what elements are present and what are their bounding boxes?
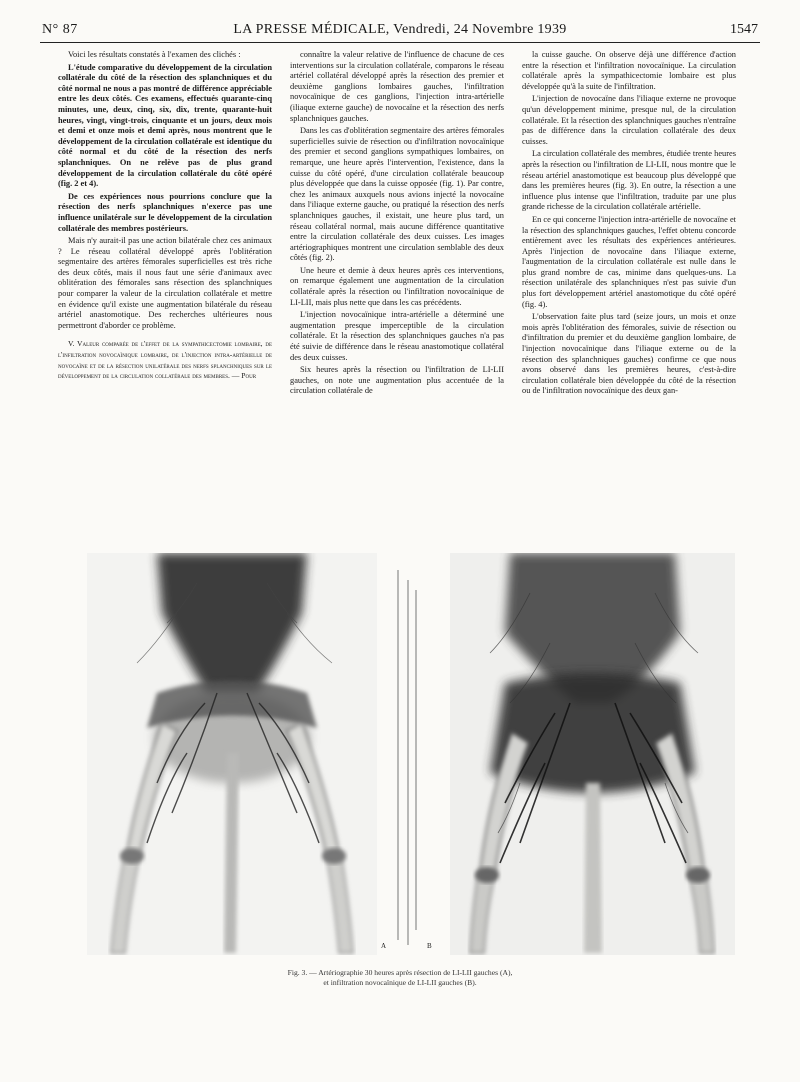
radiograph-a-image (87, 553, 377, 955)
paragraph: Mais n'y aurait-il pas une action bilatérale chez ces animaux ? Le réseau collatéral développé après l'oblitération segmentaire des artères fémorales superficielles est très riche des deux côtés, mais il nous faut une série d'animaux avec oblitération des fémorales sans résection des splanchniques pour comparer la valeur de la circulation collatérale et mettre en évidence qu'il existe une augmentation bilatérale du réseau artériel anastomotique. Des recherches ultérieures nous permettront d'aborder ce problème. (58, 236, 272, 330)
paragraph: connaître la valeur relative de l'influence de chacune de ces interventions sur la circulation collatérale, comparons le réseau artériel collatéral développé après la résection des premier et deuxième ganglions lombaires gauches, l'infiltration novocaïnique de ces ganglions, l'injection intra-artérielle (iliaque externe gauche) de novocaïne et la résection des nerfs splanchniques gauches. (290, 50, 504, 123)
figure-label-a: A (381, 942, 387, 950)
text-column-2 (290, 50, 504, 550)
page-number: 1547 (730, 22, 758, 37)
journal-title: LA PRESSE MÉDICALE, Vendredi, 24 Novembre 1939 (233, 22, 567, 37)
figure-separator (390, 570, 430, 945)
paragraph: la cuisse gauche. On observe déjà une différence d'action entre la résection et l'infiltration novocaïnique. La circulation collatérale après la sympathicectomie lombaire est plus développée qu'à la suite de l'infiltration. (522, 50, 736, 91)
paragraph: Voici les résultats constatés à l'examen des clichés : (68, 50, 241, 59)
paragraph: Six heures après la résection ou l'infiltration de LI-LII gauches, on note une augmentation plus accentuée de la circulation collatérale de (290, 365, 504, 396)
text-column-1 (58, 50, 272, 550)
caption-line: Fig. 3. — Artériographie 30 heures après résection de LI-LII gauches (A), (287, 968, 513, 977)
page-header (40, 20, 760, 43)
radiograph-b-image (450, 553, 735, 955)
figure-caption (200, 968, 600, 988)
paragraph: L'injection de novocaïne dans l'iliaque externe ne provoque qu'un développement minime, presque nul, de la circulation collatérale. Et la résection des splanchniques gauches n'entraîne pas de différence dans la circulation collatérale des deux cuisses. (522, 94, 736, 146)
paragraph: Une heure et demie à deux heures après ces interventions, on remarque également une augmentation de la circulation collatérale après la résection ou l'infiltration novocaïnique de LI-LII, mais plus nette que dans les cas précédents. (290, 265, 504, 307)
paragraph: De ces expériences nous pourrions conclure que la résection des nerfs splanchniques n'exerce pas une influence unilatérale sur le développement de la circulation collatérale des membres postérieurs. (58, 191, 272, 233)
paragraph: L'injection novocaïnique intra-artérielle a déterminé une augmentation presque imperceptible de la circulation collatérale. Et la résection des splanchniques gauches n'a pas été suivie de différence dans le réseau anastomotique collatéral des deux cuisses. (290, 310, 504, 362)
paragraph: La circulation collatérale des membres, étudiée trente heures après la résection ou l'infiltration de LI-LII, nous montre que le réseau artériel anastomotique est beaucoup plus développé que dans les premières heures (fig. 3). En outre, la résection a une influence plus intense que l'infiltration, traduite par une plus grande richesse de la circulation collatérale artérielle. (522, 149, 736, 212)
issue-number: N° 87 (42, 22, 78, 37)
paragraph: Dans les cas d'oblitération segmentaire des artères fémorales superficielles suivie de résection ou d'infiltration novocaïnique des premier et second ganglions sympathiques lombaires, on remarque, une heure après l'intervention, l'existence, dans la cuisse du côté opéré, d'une circulation collatérale beaucoup plus développée que dans la cuisse opposée (fig. 1). Par contre, chez les animaux auxquels nous avions injecté la novocaïne dans l'iliaque externe gauche, ou pratiqué la résection des nerfs splanchniques gauches, il existait, une heure plus tard, un réseau collatéral normal, mais aucune différence quantitative entre la circulation collatérale des deux cuisses. Les images artériographiques montrent une circulation semblable des deux côtés (fig. 2). (290, 126, 504, 263)
section-heading: V. Valeur comparée de l'effet de la sympathicectomie lombaire, de l'infiltration novocaïnique lombaire, de l'injection intra-artérielle de novocaïne et de la résection unilatérale des nerfs splanchniques sur le développement de la circulation collatérale des membres. — Pour (58, 339, 272, 381)
radiograph-b (450, 553, 735, 955)
paragraph: En ce qui concerne l'injection intra-artérielle de novocaïne et la résection des splanchniques gauches, l'effet obtenu concorde entièrement avec les résultats des expériences antérieures. Après l'injection de novocaïne dans l'iliaque externe, l'augmentation de la circulation collatérale est nulle dans le plus grand nombre de cas, minime dans quelques-uns. La résection unilatérale des splanchniques n'est pas suivie d'un plus fort développement artériel anastomotique du côté opéré (fig. 4). (522, 214, 736, 309)
caption-line: et infiltration novocaïnique de LI-LII gauches (B). (323, 978, 477, 987)
paragraph: L'observation faite plus tard (seize jours, un mois et onze mois après l'oblitération des fémorales, suivie de résection ou d'infiltration du premier et du deuxième ganglion lombaire, de l'injection novocaïnique dans l'iliaque externe ou de la résection des splanchniques gauches) confirme ce que nous avons observé dans les premières heures, c'est-à-dire circulation collatérale bien développée du côté de la résection ou de l'infiltration novocaïnique des deux gan- (522, 312, 736, 396)
text-column-3 (522, 50, 736, 550)
figure-label-b: B (427, 942, 432, 950)
paragraph: L'étude comparative du développement de la circulation collatérale du côté de la résection des splanchniques et du côté normal ne nous a pas montré de différence appréciable entre les deux côtés. Ces examens, effectués quarante-cinq minutes, une, deux, cinq, six, dix, trente, quarante-huit heures, vingt, vingt-trois, cinquante et un jours, deux mois et demi et onze mois et demi après, nous montrent que le développement de la circulation collatérale est identique du côté normal et du côté de la résection des nerfs splanchniques. On ne relève pas de plus grand développement de la circulation collatérale du côté opéré (fig. 2 et 4). (58, 62, 272, 189)
radiograph-a (87, 553, 377, 955)
